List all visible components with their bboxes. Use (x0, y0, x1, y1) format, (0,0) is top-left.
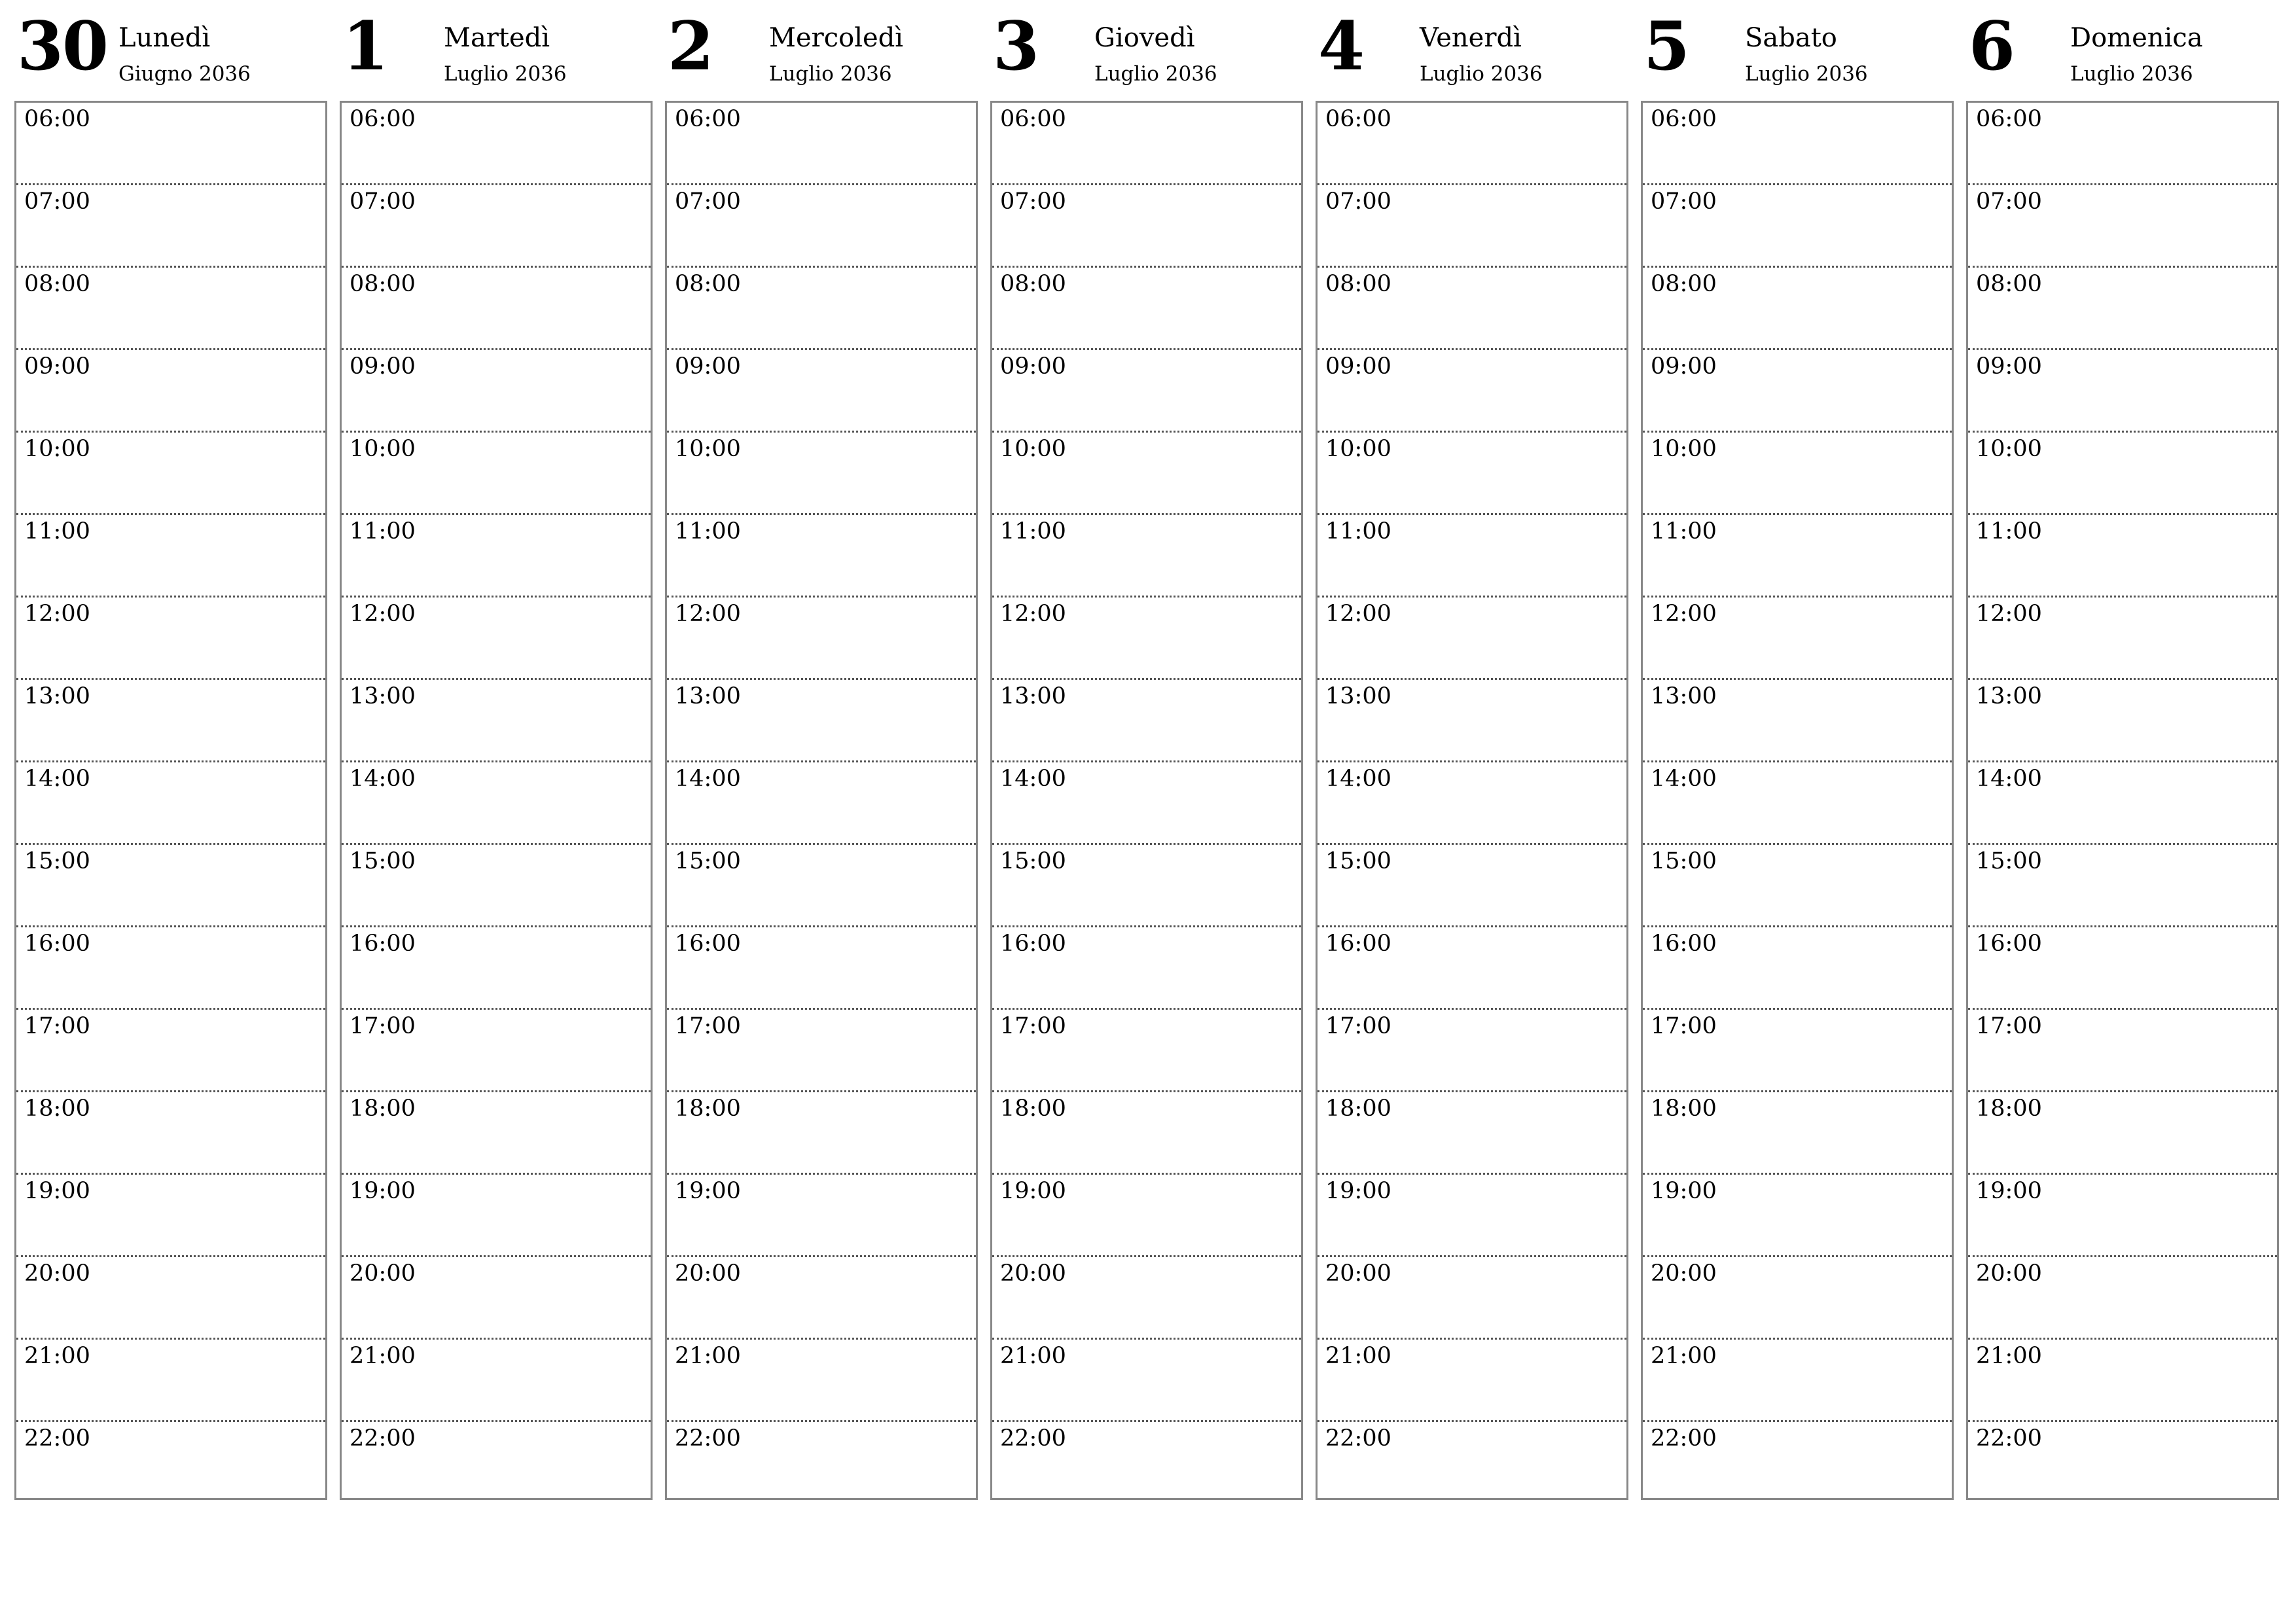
time-label: 22:00 (1976, 1425, 2042, 1452)
time-slot[interactable] (1643, 1422, 1952, 1505)
time-label: 09:00 (1325, 353, 1391, 380)
time-label: 12:00 (24, 601, 90, 627)
time-slot[interactable] (342, 515, 651, 597)
day-name: Giovedì (1094, 23, 1195, 53)
time-slot[interactable] (667, 433, 976, 515)
time-slot[interactable] (1968, 185, 2277, 268)
time-slot[interactable] (342, 1092, 651, 1175)
day-schedule-box (1966, 101, 2279, 1500)
time-slot[interactable] (1968, 268, 2277, 350)
time-label: 09:00 (1000, 353, 1066, 380)
time-slot[interactable] (342, 927, 651, 1010)
time-slot[interactable] (1643, 762, 1952, 845)
time-slot[interactable] (1643, 433, 1952, 515)
time-label: 10:00 (1325, 436, 1391, 462)
time-label: 11:00 (24, 518, 90, 544)
time-label: 16:00 (1325, 931, 1391, 957)
time-slot[interactable] (1968, 1010, 2277, 1092)
time-label: 06:00 (24, 106, 90, 132)
day-column (665, 0, 978, 1500)
time-label: 20:00 (675, 1260, 741, 1287)
time-slot[interactable] (16, 433, 325, 515)
time-slot[interactable] (342, 185, 651, 268)
day-schedule-box (340, 101, 653, 1500)
time-label: 17:00 (675, 1013, 741, 1039)
time-slot[interactable] (1968, 680, 2277, 762)
time-slot[interactable] (16, 185, 325, 268)
time-slot[interactable] (992, 762, 1301, 845)
day-schedule-box (665, 101, 978, 1500)
time-label: 15:00 (675, 848, 741, 874)
day-name: Martedì (444, 23, 550, 53)
time-slot[interactable] (1318, 185, 1626, 268)
day-name: Sabato (1745, 23, 1837, 53)
time-slot[interactable] (342, 433, 651, 515)
time-slot[interactable] (992, 103, 1301, 185)
time-label: 20:00 (1000, 1260, 1066, 1287)
time-slot[interactable] (1318, 680, 1626, 762)
time-slot[interactable] (1968, 1340, 2277, 1422)
time-label: 16:00 (1000, 931, 1066, 957)
time-label: 13:00 (1000, 683, 1066, 709)
time-label: 20:00 (1651, 1260, 1717, 1287)
time-label: 07:00 (350, 188, 416, 215)
time-label: 19:00 (1976, 1178, 2042, 1204)
day-schedule-box (14, 101, 327, 1500)
time-slot[interactable] (1968, 597, 2277, 680)
time-label: 21:00 (675, 1343, 741, 1369)
time-slot[interactable] (342, 1010, 651, 1092)
time-label: 18:00 (350, 1096, 416, 1122)
time-slot[interactable] (667, 268, 976, 350)
month-year: Luglio 2036 (1745, 62, 1868, 86)
time-slot[interactable] (16, 845, 325, 927)
time-slot[interactable] (1318, 515, 1626, 597)
time-slot[interactable] (667, 927, 976, 1010)
time-slot[interactable] (1968, 927, 2277, 1010)
time-label: 12:00 (1325, 601, 1391, 627)
time-slot[interactable] (667, 185, 976, 268)
time-label: 15:00 (24, 848, 90, 874)
day-column (990, 0, 1303, 1500)
time-slot[interactable] (342, 845, 651, 927)
time-slot[interactable] (1318, 1092, 1626, 1175)
time-label: 15:00 (1651, 848, 1717, 874)
time-slot[interactable] (992, 433, 1301, 515)
time-slot[interactable] (1968, 350, 2277, 433)
time-slot[interactable] (992, 1340, 1301, 1422)
time-slot[interactable] (667, 1422, 976, 1505)
time-label: 14:00 (1976, 766, 2042, 792)
time-label: 14:00 (1651, 766, 1717, 792)
time-slot[interactable] (667, 1010, 976, 1092)
time-slot[interactable] (992, 680, 1301, 762)
day-number: 6 (1969, 7, 2014, 86)
time-label: 12:00 (1651, 601, 1717, 627)
time-label: 10:00 (1000, 436, 1066, 462)
time-slot[interactable] (667, 350, 976, 433)
time-label: 09:00 (24, 353, 90, 380)
time-slot[interactable] (342, 1257, 651, 1340)
time-slot[interactable] (1643, 1092, 1952, 1175)
time-label: 11:00 (1976, 518, 2042, 544)
day-number: 30 (17, 7, 107, 86)
time-slot[interactable] (992, 597, 1301, 680)
time-label: 08:00 (1976, 271, 2042, 297)
time-label: 10:00 (24, 436, 90, 462)
time-slot[interactable] (1318, 845, 1626, 927)
time-label: 19:00 (1000, 1178, 1066, 1204)
time-label: 18:00 (1976, 1096, 2042, 1122)
day-header (1641, 0, 1954, 101)
time-label: 18:00 (1000, 1096, 1066, 1122)
month-year: Luglio 2036 (769, 62, 892, 86)
time-slot[interactable] (1318, 1257, 1626, 1340)
time-label: 10:00 (1976, 436, 2042, 462)
time-slot[interactable] (1643, 1010, 1952, 1092)
time-label: 06:00 (1000, 106, 1066, 132)
time-label: 06:00 (1651, 106, 1717, 132)
time-label: 12:00 (350, 601, 416, 627)
time-slot[interactable] (1643, 845, 1952, 927)
time-label: 07:00 (1651, 188, 1717, 215)
time-label: 18:00 (1651, 1096, 1717, 1122)
time-label: 08:00 (675, 271, 741, 297)
day-number: 4 (1318, 7, 1363, 86)
time-slot[interactable] (992, 1257, 1301, 1340)
time-label: 12:00 (1976, 601, 2042, 627)
time-slot[interactable] (992, 927, 1301, 1010)
time-slot[interactable] (1643, 680, 1952, 762)
time-slot[interactable] (667, 1175, 976, 1257)
time-label: 19:00 (350, 1178, 416, 1204)
time-slot[interactable] (342, 680, 651, 762)
time-label: 17:00 (350, 1013, 416, 1039)
time-label: 08:00 (24, 271, 90, 297)
day-column (1316, 0, 1628, 1500)
day-schedule-box (1316, 101, 1628, 1500)
time-label: 11:00 (675, 518, 741, 544)
time-slot[interactable] (667, 680, 976, 762)
month-year: Luglio 2036 (2070, 62, 2193, 86)
day-column (14, 0, 327, 1500)
time-label: 14:00 (350, 766, 416, 792)
time-slot[interactable] (667, 1092, 976, 1175)
time-label: 16:00 (350, 931, 416, 957)
time-label: 12:00 (675, 601, 741, 627)
time-label: 15:00 (1976, 848, 2042, 874)
day-header (340, 0, 653, 101)
time-label: 19:00 (675, 1178, 741, 1204)
time-label: 07:00 (1000, 188, 1066, 215)
time-slot[interactable] (342, 597, 651, 680)
time-slot[interactable] (16, 1340, 325, 1422)
time-slot[interactable] (1968, 845, 2277, 927)
time-label: 06:00 (675, 106, 741, 132)
time-label: 11:00 (1000, 518, 1066, 544)
day-name: Venerdì (1420, 23, 1522, 53)
time-slot[interactable] (1968, 1175, 2277, 1257)
time-label: 07:00 (1976, 188, 2042, 215)
time-label: 11:00 (1325, 518, 1391, 544)
time-label: 19:00 (1651, 1178, 1717, 1204)
time-label: 19:00 (1325, 1178, 1391, 1204)
time-label: 13:00 (350, 683, 416, 709)
time-label: 21:00 (1651, 1343, 1717, 1369)
time-label: 16:00 (24, 931, 90, 957)
time-slot[interactable] (1643, 927, 1952, 1010)
time-slot[interactable] (16, 1175, 325, 1257)
time-label: 14:00 (1325, 766, 1391, 792)
time-slot[interactable] (1968, 433, 2277, 515)
day-header (14, 0, 327, 101)
time-slot[interactable] (667, 1257, 976, 1340)
time-label: 20:00 (24, 1260, 90, 1287)
time-label: 20:00 (1325, 1260, 1391, 1287)
time-slot[interactable] (16, 103, 325, 185)
day-column (1966, 0, 2279, 1500)
time-slot[interactable] (342, 762, 651, 845)
time-slot[interactable] (342, 350, 651, 433)
time-slot[interactable] (16, 680, 325, 762)
time-slot[interactable] (342, 268, 651, 350)
time-label: 09:00 (1651, 353, 1717, 380)
time-slot[interactable] (16, 1010, 325, 1092)
time-label: 18:00 (675, 1096, 741, 1122)
time-label: 22:00 (1000, 1425, 1066, 1452)
time-slot[interactable] (1643, 103, 1952, 185)
time-label: 17:00 (1325, 1013, 1391, 1039)
time-slot[interactable] (1318, 433, 1626, 515)
time-label: 20:00 (1976, 1260, 2042, 1287)
time-label: 13:00 (1325, 683, 1391, 709)
time-label: 06:00 (350, 106, 416, 132)
time-label: 21:00 (1000, 1343, 1066, 1369)
time-slot[interactable] (1643, 597, 1952, 680)
time-slot[interactable] (992, 350, 1301, 433)
time-slot[interactable] (992, 268, 1301, 350)
time-slot[interactable] (16, 1092, 325, 1175)
time-label: 14:00 (24, 766, 90, 792)
month-year: Luglio 2036 (444, 62, 567, 86)
time-slot[interactable] (16, 350, 325, 433)
time-slot[interactable] (1968, 515, 2277, 597)
time-label: 21:00 (1976, 1343, 2042, 1369)
time-slot[interactable] (992, 1010, 1301, 1092)
time-slot[interactable] (1643, 515, 1952, 597)
time-slot[interactable] (1318, 103, 1626, 185)
time-label: 10:00 (675, 436, 741, 462)
time-slot[interactable] (1643, 1257, 1952, 1340)
time-slot[interactable] (1968, 762, 2277, 845)
time-slot[interactable] (1318, 1422, 1626, 1505)
time-slot[interactable] (342, 1422, 651, 1505)
time-slot[interactable] (992, 1422, 1301, 1505)
time-label: 22:00 (675, 1425, 741, 1452)
day-name: Domenica (2070, 23, 2203, 53)
day-schedule-box (990, 101, 1303, 1500)
day-number: 1 (342, 7, 387, 86)
time-slot[interactable] (1968, 1422, 2277, 1505)
month-year: Giugno 2036 (118, 62, 251, 86)
day-header (665, 0, 978, 101)
day-header (1316, 0, 1628, 101)
time-slot[interactable] (1643, 185, 1952, 268)
time-label: 16:00 (1976, 931, 2042, 957)
month-year: Luglio 2036 (1420, 62, 1543, 86)
time-slot[interactable] (992, 515, 1301, 597)
time-label: 06:00 (1325, 106, 1391, 132)
day-name: Lunedì (118, 23, 211, 53)
time-label: 16:00 (675, 931, 741, 957)
day-number: 2 (668, 7, 713, 86)
time-slot[interactable] (1318, 597, 1626, 680)
time-label: 08:00 (1325, 271, 1391, 297)
time-slot[interactable] (1318, 350, 1626, 433)
time-slot[interactable] (1968, 103, 2277, 185)
time-label: 15:00 (1325, 848, 1391, 874)
day-schedule-box (1641, 101, 1954, 1500)
time-label: 15:00 (350, 848, 416, 874)
time-label: 09:00 (1976, 353, 2042, 380)
time-slot[interactable] (667, 845, 976, 927)
time-slot[interactable] (16, 927, 325, 1010)
time-slot[interactable] (1318, 1175, 1626, 1257)
time-slot[interactable] (16, 1257, 325, 1340)
time-slot[interactable] (1968, 1257, 2277, 1340)
month-year: Luglio 2036 (1094, 62, 1217, 86)
time-slot[interactable] (1318, 1340, 1626, 1422)
time-label: 16:00 (1651, 931, 1717, 957)
time-label: 22:00 (24, 1425, 90, 1452)
time-label: 07:00 (1325, 188, 1391, 215)
time-label: 10:00 (1651, 436, 1717, 462)
time-label: 14:00 (1000, 766, 1066, 792)
time-slot[interactable] (1643, 1340, 1952, 1422)
time-label: 17:00 (24, 1013, 90, 1039)
time-slot[interactable] (342, 1175, 651, 1257)
time-slot[interactable] (667, 103, 976, 185)
time-label: 11:00 (1651, 518, 1717, 544)
time-label: 12:00 (1000, 601, 1066, 627)
day-number: 3 (993, 7, 1038, 86)
time-label: 07:00 (24, 188, 90, 215)
day-header (1966, 0, 2279, 101)
time-slot[interactable] (1968, 1092, 2277, 1175)
time-label: 18:00 (24, 1096, 90, 1122)
time-slot[interactable] (342, 103, 651, 185)
time-label: 21:00 (24, 1343, 90, 1369)
time-slot[interactable] (342, 1340, 651, 1422)
time-label: 17:00 (1651, 1013, 1717, 1039)
time-slot[interactable] (1643, 268, 1952, 350)
time-label: 13:00 (675, 683, 741, 709)
time-label: 17:00 (1976, 1013, 2042, 1039)
time-slot[interactable] (1643, 1175, 1952, 1257)
time-slot[interactable] (16, 597, 325, 680)
time-label: 09:00 (350, 353, 416, 380)
time-label: 22:00 (350, 1425, 416, 1452)
time-slot[interactable] (16, 515, 325, 597)
time-label: 08:00 (1000, 271, 1066, 297)
time-slot[interactable] (667, 1340, 976, 1422)
time-label: 21:00 (1325, 1343, 1391, 1369)
day-number: 5 (1643, 7, 1689, 86)
time-slot[interactable] (1318, 762, 1626, 845)
time-label: 08:00 (1651, 271, 1717, 297)
weekly-planner (14, 0, 2282, 1505)
day-column (1641, 0, 1954, 1500)
time-slot[interactable] (667, 762, 976, 845)
time-label: 13:00 (1976, 683, 2042, 709)
time-label: 11:00 (350, 518, 416, 544)
time-label: 15:00 (1000, 848, 1066, 874)
time-label: 13:00 (1651, 683, 1717, 709)
time-label: 13:00 (24, 683, 90, 709)
time-label: 18:00 (1325, 1096, 1391, 1122)
time-slot[interactable] (1318, 268, 1626, 350)
time-label: 07:00 (675, 188, 741, 215)
day-name: Mercoledì (769, 23, 904, 53)
time-slot[interactable] (992, 845, 1301, 927)
time-label: 17:00 (1000, 1013, 1066, 1039)
time-label: 08:00 (350, 271, 416, 297)
time-label: 06:00 (1976, 106, 2042, 132)
day-header (990, 0, 1303, 101)
time-label: 22:00 (1651, 1425, 1717, 1452)
time-slot[interactable] (667, 515, 976, 597)
time-slot[interactable] (1643, 350, 1952, 433)
time-label: 22:00 (1325, 1425, 1391, 1452)
time-slot[interactable] (16, 762, 325, 845)
time-slot[interactable] (1318, 927, 1626, 1010)
time-label: 21:00 (350, 1343, 416, 1369)
time-slot[interactable] (1318, 1010, 1626, 1092)
time-slot[interactable] (16, 1422, 325, 1505)
day-column (340, 0, 653, 1500)
time-slot[interactable] (992, 1175, 1301, 1257)
time-label: 09:00 (675, 353, 741, 380)
time-slot[interactable] (667, 597, 976, 680)
time-label: 19:00 (24, 1178, 90, 1204)
time-slot[interactable] (16, 268, 325, 350)
time-slot[interactable] (992, 185, 1301, 268)
time-slot[interactable] (992, 1092, 1301, 1175)
time-label: 20:00 (350, 1260, 416, 1287)
time-label: 10:00 (350, 436, 416, 462)
time-label: 14:00 (675, 766, 741, 792)
